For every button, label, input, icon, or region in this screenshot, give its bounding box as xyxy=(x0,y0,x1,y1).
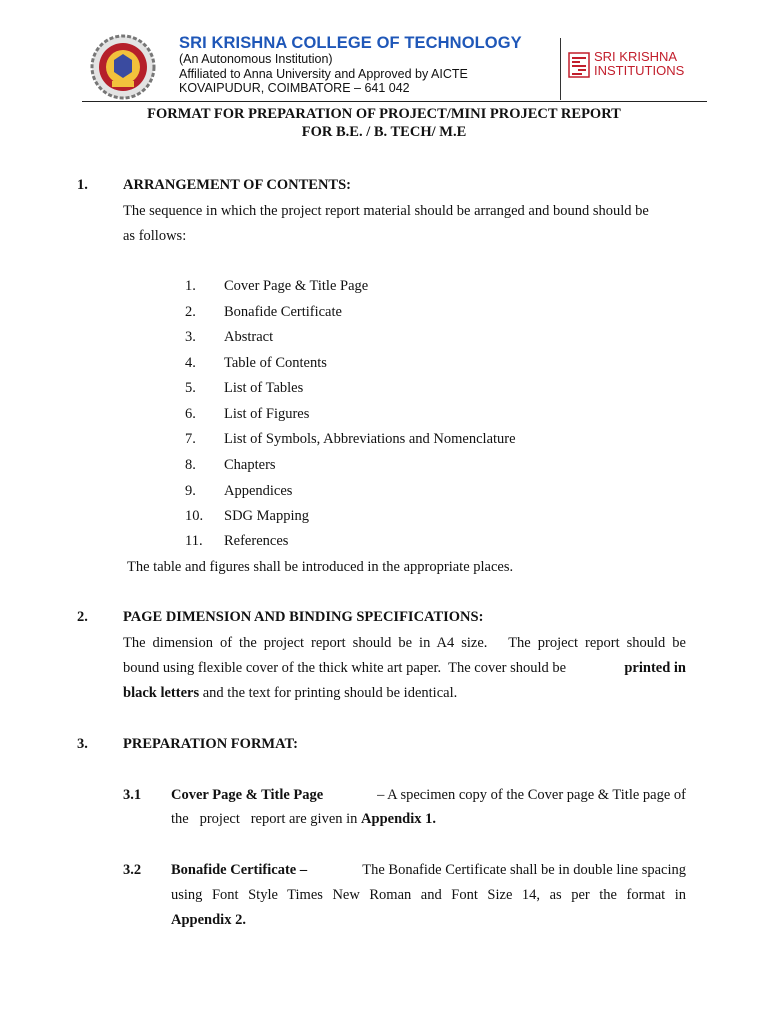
college-details xyxy=(179,34,522,96)
section-1-number: 1. xyxy=(77,177,88,193)
header-rule xyxy=(82,101,707,102)
list-item-number: 3. xyxy=(185,329,196,345)
section-3-heading: PREPARATION FORMAT: xyxy=(123,736,298,752)
document-title-line2: FOR B.E. / B. TECH/ M.E xyxy=(301,124,467,140)
subsection-3-1-line2 xyxy=(171,811,436,828)
section-2-line1: The dimension of the project report should be in A4 size. The project report should be xyxy=(123,635,686,651)
list-item: Abstract xyxy=(224,329,274,345)
header-divider xyxy=(560,38,561,100)
subsection-3-2-title: Bonafide Certificate – xyxy=(171,862,308,878)
appendix-2-reference: Appendix 2. xyxy=(171,912,246,928)
section-2-line3-text: and the text for printing should be identical. xyxy=(199,685,458,701)
section-2-line3 xyxy=(123,685,457,702)
subsection-3-1-title: Cover Page & Title Page xyxy=(171,787,324,803)
list-item: List of Figures xyxy=(224,406,310,422)
list-item: Table of Contents xyxy=(224,355,327,371)
list-item-number: 11. xyxy=(185,533,203,549)
section-1-intro-line1: The sequence in which the project report material should be arranged and bound should be xyxy=(123,203,649,219)
list-item: Cover Page & Title Page xyxy=(224,278,369,294)
list-item: Bonafide Certificate xyxy=(224,304,342,320)
section-1-heading: ARRANGEMENT OF CONTENTS: xyxy=(123,177,351,193)
list-item: References xyxy=(224,533,289,549)
list-item: Chapters xyxy=(224,457,276,473)
list-item: SDG Mapping xyxy=(224,508,309,524)
institutions-mark-icon xyxy=(568,52,590,78)
list-item: List of Symbols, Abbreviations and Nomenclature xyxy=(224,431,516,447)
section-2-line2 xyxy=(123,660,686,677)
list-item-number: 9. xyxy=(185,483,196,499)
section-3-number: 3. xyxy=(77,736,88,752)
subsection-3-2-line2: using Font Style Times New Roman and Font Size 14, as per the format in xyxy=(171,887,686,903)
list-item-number: 1. xyxy=(185,278,196,294)
section-2-line3-bold: black letters xyxy=(123,685,200,701)
list-item: List of Tables xyxy=(224,380,304,396)
autonomous-line: (An Autonomous Institution) xyxy=(179,52,333,66)
subsection-3-2-text: The Bonafide Certificate shall be in double line spacing xyxy=(358,862,686,878)
institutions-name-line2: INSTITUTIONS xyxy=(594,63,685,78)
appendix-1-reference: Appendix 1. xyxy=(361,811,436,827)
list-item-number: 6. xyxy=(185,406,196,422)
section-2-number: 2. xyxy=(77,609,88,625)
list-item-number: 7. xyxy=(185,431,196,447)
list-item: Appendices xyxy=(224,483,293,499)
affiliation-line: Affiliated to Anna University and Approved by AICTE xyxy=(179,66,468,81)
subsection-3-2-line1 xyxy=(171,862,686,879)
letterhead xyxy=(82,30,707,102)
subsection-3-2-number: 3.2 xyxy=(123,862,142,878)
list-item-number: 10. xyxy=(185,508,204,524)
list-item-number: 2. xyxy=(185,304,196,320)
section-1-intro-line2: as follows: xyxy=(123,228,187,244)
subsection-3-1-number: 3.1 xyxy=(123,787,142,803)
subsection-3-1-line2-text: the project report are given in xyxy=(171,811,362,827)
document-title-line1: FORMAT FOR PREPARATION OF PROJECT/MINI PROJECT REPORT xyxy=(147,106,621,122)
list-item-number: 8. xyxy=(185,457,196,473)
section-2-heading: PAGE DIMENSION AND BINDING SPECIFICATIONS: xyxy=(123,609,484,625)
college-name: SRI KRISHNA COLLEGE OF TECHNOLOGY xyxy=(179,34,522,52)
subsection-3-1-text: – A specimen copy of the Cover page & Title page of xyxy=(373,787,686,803)
college-seal-logo xyxy=(90,34,156,100)
list-item-number: 5. xyxy=(185,380,196,396)
list-item-number: 4. xyxy=(185,355,196,371)
address-line: KOVAIPUDUR, COIMBATORE – 641 042 xyxy=(179,81,410,95)
section-1-closing: The table and figures shall be introduced in the appropriate places. xyxy=(127,559,514,575)
institutions-name-line1: SRI KRISHNA xyxy=(594,49,678,64)
section-2-line2-text: bound using flexible cover of the thick white art paper. The cover should be xyxy=(123,660,567,676)
section-2-line2-bold: printed in xyxy=(624,660,686,676)
subsection-3-1-line1 xyxy=(171,787,686,804)
